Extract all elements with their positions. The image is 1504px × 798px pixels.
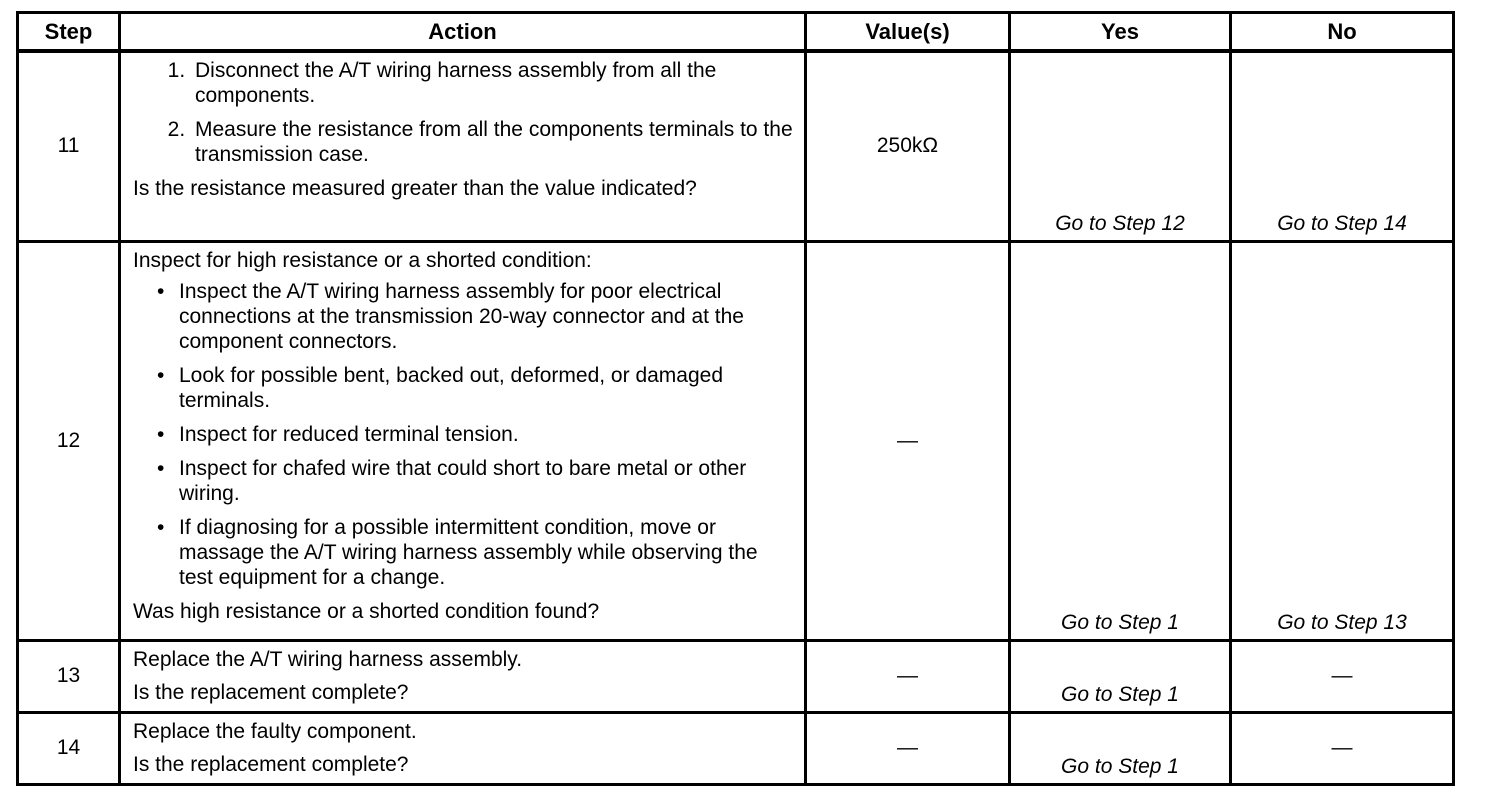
step-number: 12 [18,241,120,640]
action-cell [120,712,806,784]
table-row-step-13 [18,640,1454,712]
table-row-step-14 [18,712,1454,784]
action-cell [120,241,806,640]
action-question: Is the resistance measured greater than the value indicated? [133,177,697,200]
table-row-step-11 [18,51,1454,241]
header-no: No [1231,13,1454,52]
list-item: 1. Disconnect the A/T wiring harness assembly from all the components. [191,58,794,108]
no-value-cell: — [1231,640,1454,712]
header-values: Value(s) [806,13,1010,52]
value-cell: — [806,712,1010,784]
numbered-list [133,58,794,167]
value-cell: 250kΩ [806,51,1010,241]
action-question: Was high resistance or a shorted condition found? [133,599,600,623]
no-link[interactable]: Go to Step 13 [1231,241,1454,640]
yes-link[interactable]: Go to Step 1 [1010,712,1231,784]
action-question: Is the replacement complete? [133,680,409,704]
action-intro: Replace the A/T wiring harness assembly. [133,647,523,671]
step-number: 11 [18,51,120,241]
yes-link[interactable]: Go to Step 1 [1010,241,1231,640]
header-row [18,13,1454,52]
list-item: 2. Measure the resistance from all the components terminals to the transmission case. [191,117,794,167]
bullet-list [133,279,794,590]
no-link[interactable]: Go to Step 14 [1231,51,1454,241]
step-number: 13 [18,640,120,712]
header-action: Action [120,13,806,52]
value-cell: — [806,640,1010,712]
header-step: Step [18,13,120,52]
diagnostic-table [16,11,1455,786]
yes-link[interactable]: Go to Step 12 [1010,51,1231,241]
list-item: • Look for possible bent, backed out, deformed, or damaged terminals. [179,363,794,413]
value-cell: — [806,241,1010,640]
no-value-cell: — [1231,712,1454,784]
action-question: Is the replacement complete? [133,752,409,776]
list-item: • Inspect for reduced terminal tension. [179,422,794,447]
header-yes: Yes [1010,13,1231,52]
action-cell [120,640,806,712]
list-item: • If diagnosing for a possible intermittent condition, move or massage the A/T wiring harness assembly while observing the test equipment for a change. [179,515,794,590]
yes-link[interactable]: Go to Step 1 [1010,640,1231,712]
list-item: • Inspect the A/T wiring harness assembly for poor electrical connections at the transmission 20-way connector and at the component connectors. [179,279,794,354]
action-intro: Inspect for high resistance or a shorted condition: [133,248,592,272]
action-cell [120,51,806,241]
list-item: • Inspect for chafed wire that could short to bare metal or other wiring. [179,456,794,506]
action-intro: Replace the faulty component. [133,719,417,743]
step-number: 14 [18,712,120,784]
table-row-step-12 [18,241,1454,640]
